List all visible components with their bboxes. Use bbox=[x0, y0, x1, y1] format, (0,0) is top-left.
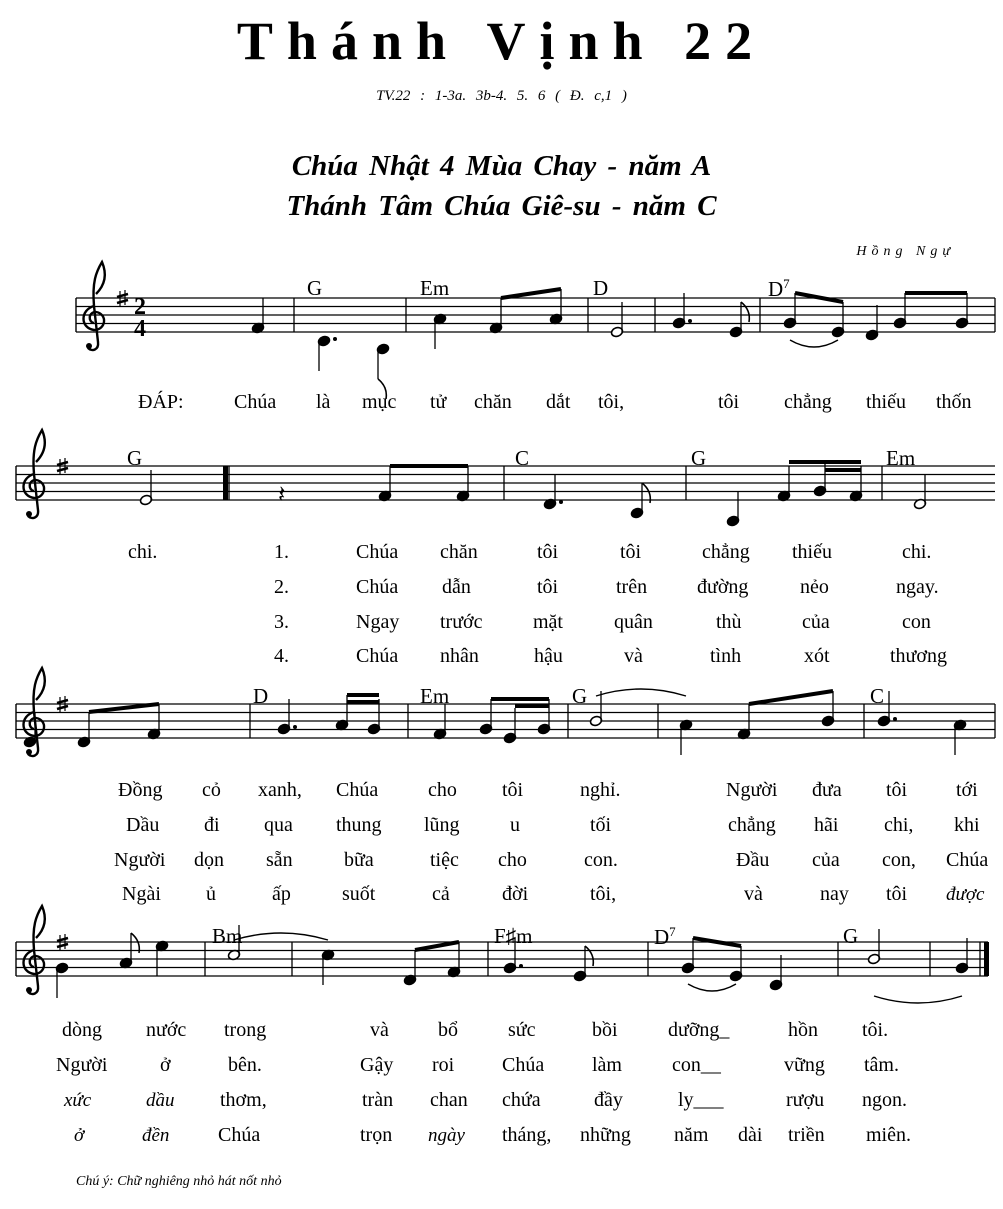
lyric-word: chi, bbox=[884, 814, 914, 836]
lyric-word: đi bbox=[204, 814, 220, 836]
occasion-line-2: Thánh Tâm Chúa Giê-su - năm C bbox=[286, 190, 717, 222]
lyric-word: chi. bbox=[902, 541, 932, 563]
lyric-word: dọn bbox=[194, 849, 224, 871]
lyric-word: tôi. bbox=[862, 1019, 889, 1041]
lyric-word: năm bbox=[674, 1124, 709, 1146]
lyric-word: thốn bbox=[936, 391, 972, 413]
lyric-word: dẫn bbox=[442, 576, 471, 598]
composer: Hồng Ngự bbox=[856, 244, 955, 259]
chord-symbol: D bbox=[253, 684, 269, 708]
dot bbox=[688, 319, 692, 323]
lyric-word-small: dầu bbox=[146, 1090, 175, 1111]
beam bbox=[501, 289, 561, 298]
lyric-word: tôi bbox=[886, 883, 908, 905]
lyric-word: Chúa bbox=[356, 576, 399, 598]
lyric-word: chăn bbox=[474, 391, 512, 413]
lyric-word-small: ngày bbox=[428, 1125, 465, 1146]
chord-symbol: D bbox=[593, 276, 609, 300]
chord-symbol: G bbox=[127, 446, 143, 470]
lyric-word: ở bbox=[160, 1054, 171, 1076]
chord-symbol: Em bbox=[420, 684, 450, 708]
flag bbox=[741, 302, 749, 322]
verse-number: 1. bbox=[274, 541, 289, 563]
chord-symbol: $D^7$ bbox=[768, 276, 790, 301]
tie bbox=[790, 340, 838, 347]
lyric-word: Chúa bbox=[218, 1124, 261, 1146]
chord-symbol: Bm bbox=[212, 924, 243, 948]
beam bbox=[749, 691, 833, 704]
lyric-word: của bbox=[812, 849, 840, 871]
lyric-word: hậu bbox=[534, 645, 563, 667]
chord-symbol: C bbox=[515, 446, 530, 470]
lyric-word: đưa bbox=[812, 779, 842, 801]
lyric-word: tâm. bbox=[864, 1054, 899, 1076]
lyric-word: ly___ bbox=[678, 1089, 724, 1111]
lyric-word-small: ở bbox=[74, 1125, 85, 1146]
lyric-word: rượu bbox=[786, 1089, 825, 1111]
lyric-word: cho bbox=[428, 779, 457, 801]
lyric-word: trọn bbox=[360, 1124, 393, 1146]
lyric-word: chan bbox=[430, 1089, 468, 1111]
chord-symbol: F♯m bbox=[494, 924, 533, 948]
lyric-word: ĐÁP: bbox=[138, 391, 184, 413]
lyric-word: xanh, bbox=[258, 779, 302, 801]
lyric-word: tiệc bbox=[430, 849, 459, 871]
beam bbox=[415, 942, 459, 950]
lyric-word: nẻo bbox=[800, 576, 829, 598]
lyric-word: bữa bbox=[344, 849, 374, 871]
lyric-word: dắt bbox=[546, 391, 571, 413]
lyric-word: chẳng bbox=[784, 391, 832, 413]
page-title: Thánh Vịnh 22 bbox=[236, 11, 767, 71]
lyric-word: Chúa bbox=[502, 1054, 545, 1076]
lyric-word: dòng bbox=[62, 1019, 102, 1041]
dot bbox=[559, 500, 563, 504]
lyric-word-small: được bbox=[946, 884, 985, 905]
tie bbox=[688, 984, 736, 991]
chord-symbol: G bbox=[572, 684, 588, 708]
lyric-word: con bbox=[902, 611, 931, 633]
lyric-word: lũng bbox=[424, 814, 460, 836]
lyric-word: chăn bbox=[440, 541, 478, 563]
lyric-word: chẳng bbox=[728, 814, 776, 836]
lyric-word: Chúa bbox=[356, 541, 399, 563]
lyric-word: ngon. bbox=[862, 1089, 907, 1111]
chord-symbol: G bbox=[843, 924, 859, 948]
lyric-word: và bbox=[624, 645, 643, 667]
lyric-word: tôi bbox=[537, 576, 559, 598]
footer-note: Chú ý: Chữ nghiêng nhỏ hát nốt nhỏ bbox=[76, 1174, 282, 1189]
verse-number: 4. bbox=[274, 645, 289, 667]
lyric-word: Ngài bbox=[122, 883, 161, 905]
lyric-word: dài bbox=[738, 1124, 763, 1146]
lyric-word-small: đền bbox=[142, 1125, 170, 1146]
lyric-word: mục bbox=[362, 391, 397, 413]
lyric-word: qua bbox=[264, 814, 293, 836]
lyric-word: đời bbox=[502, 883, 529, 905]
chord-symbol: Em bbox=[886, 446, 916, 470]
lyric-word: Dầu bbox=[126, 814, 160, 836]
chord-symbol: G bbox=[307, 276, 323, 300]
lyric-word: thiếu bbox=[792, 541, 832, 563]
lyric-word: đầy bbox=[594, 1089, 623, 1111]
verse-number: 2. bbox=[274, 576, 289, 598]
lyric-word: hãi bbox=[814, 814, 839, 836]
lyric-word: thương bbox=[890, 645, 947, 667]
lyric-word: nước bbox=[146, 1019, 187, 1041]
lyric-word: thù bbox=[716, 611, 742, 633]
lyric-word: khi bbox=[954, 814, 980, 836]
lyric-word: ủ bbox=[206, 883, 216, 905]
lyric-word: Người bbox=[56, 1054, 108, 1076]
lyric-word: trong bbox=[224, 1019, 267, 1041]
lyric-word: suốt bbox=[342, 883, 376, 905]
lyric-word: của bbox=[802, 611, 830, 633]
lyric-word: ngay. bbox=[896, 576, 939, 598]
lyric-word: sức bbox=[508, 1019, 536, 1041]
chord-symbol: C bbox=[870, 684, 885, 708]
lyric-word: cả bbox=[432, 883, 450, 905]
lyric-word: Ngay bbox=[356, 611, 400, 633]
time-signature-bottom: 4 bbox=[134, 316, 146, 342]
final-barline bbox=[984, 942, 989, 976]
lyric-word: Chúa bbox=[946, 849, 989, 871]
lyric-word: mặt bbox=[533, 611, 563, 633]
lyric-word: Người bbox=[114, 849, 166, 871]
lyric-word-small: xức bbox=[64, 1090, 92, 1111]
lyric-word: bổ bbox=[438, 1019, 458, 1041]
lyric-word: con, bbox=[882, 849, 916, 871]
lyric-word: hồn bbox=[788, 1019, 818, 1041]
lyric-word: vững bbox=[784, 1054, 825, 1076]
lyric-word: những bbox=[580, 1124, 631, 1146]
lyric-word: thơm, bbox=[220, 1089, 267, 1111]
lyric-word: miên. bbox=[866, 1124, 911, 1146]
chord-symbol: $D^7$ bbox=[654, 924, 676, 949]
double-barline bbox=[223, 466, 228, 500]
lyric-word: Đồng bbox=[118, 779, 163, 801]
lyric-word: sẵn bbox=[266, 849, 293, 871]
dot bbox=[519, 964, 523, 968]
lyric-word: thung bbox=[336, 814, 382, 836]
lyric-word: nghỉ. bbox=[580, 779, 621, 801]
lyric-word: cỏ bbox=[202, 779, 221, 801]
lyric-word: Chúa bbox=[336, 779, 379, 801]
lyric-word: và bbox=[370, 1019, 389, 1041]
beam bbox=[89, 704, 159, 712]
lyric-word: tôi bbox=[886, 779, 908, 801]
lyric-word: nay bbox=[820, 883, 849, 905]
psalm-reference: TV.22 : 1-3a. 3b-4. 5. 6 ( Đ. c,1 ) bbox=[376, 88, 627, 104]
lyric-word: tôi bbox=[537, 541, 559, 563]
lyric-word: Chúa bbox=[356, 645, 399, 667]
lyric-word: tràn bbox=[362, 1089, 394, 1111]
lyric-word: tháng, bbox=[502, 1124, 552, 1146]
lyric-word: Chúa bbox=[234, 391, 277, 413]
chord-symbol: Em bbox=[420, 276, 450, 300]
lyric-word: tối bbox=[590, 814, 612, 836]
lyric-word: thiếu bbox=[866, 391, 906, 413]
rest-icon: 𝄽 bbox=[278, 480, 286, 508]
lyric-word: dưỡng_ bbox=[668, 1019, 730, 1041]
lyric-word: bên. bbox=[228, 1054, 262, 1076]
flag bbox=[585, 946, 593, 966]
tie bbox=[596, 689, 686, 696]
lyric-word: tới bbox=[956, 779, 978, 801]
lyric-word: xót bbox=[804, 645, 830, 667]
chord-symbol: G bbox=[691, 446, 707, 470]
dot bbox=[333, 337, 337, 341]
lyric-word: Gậy bbox=[360, 1054, 394, 1076]
verse-number: 3. bbox=[274, 611, 289, 633]
lyric-word: quân bbox=[614, 611, 653, 633]
lyric-word: là bbox=[316, 391, 331, 413]
lyric-word: chứa bbox=[502, 1089, 541, 1111]
occasion-line-1: Chúa Nhật 4 Mùa Chay - năm A bbox=[291, 150, 712, 182]
tie bbox=[234, 933, 328, 940]
lyric-word: u bbox=[510, 814, 520, 836]
lyric-word: Đầu bbox=[736, 849, 770, 871]
lyric-word: Người bbox=[726, 779, 778, 801]
lyric-word: chẳng bbox=[702, 541, 750, 563]
time-signature-top: 2 bbox=[134, 294, 146, 320]
tie bbox=[874, 996, 962, 1003]
lyric-word: triền bbox=[788, 1124, 825, 1146]
lyric-word: chi. bbox=[128, 541, 158, 563]
lyric-word: tôi, bbox=[598, 391, 625, 413]
lyric-word: trên bbox=[616, 576, 648, 598]
lyric-word: roi bbox=[432, 1054, 455, 1076]
dot bbox=[893, 717, 897, 721]
lyric-word: bồi bbox=[592, 1019, 618, 1041]
lyric-word: tử bbox=[430, 391, 447, 413]
lyric-word: ấp bbox=[272, 883, 291, 905]
lyric-word: trước bbox=[440, 611, 483, 633]
lyric-word: tôi bbox=[620, 541, 642, 563]
lyric-word: nhân bbox=[440, 645, 479, 667]
lyric-word: đường bbox=[697, 576, 749, 598]
lyric-word: tình bbox=[710, 645, 742, 667]
lyric-word: tôi bbox=[502, 779, 524, 801]
lyric-word: tôi, bbox=[590, 883, 617, 905]
lyric-word: và bbox=[744, 883, 763, 905]
lyric-word: làm bbox=[592, 1054, 622, 1076]
lyric-word: con__ bbox=[672, 1054, 721, 1076]
lyric-word: tôi bbox=[718, 391, 740, 413]
lyric-word: con. bbox=[584, 849, 618, 871]
dot bbox=[293, 725, 297, 729]
lyric-word: cho bbox=[498, 849, 527, 871]
